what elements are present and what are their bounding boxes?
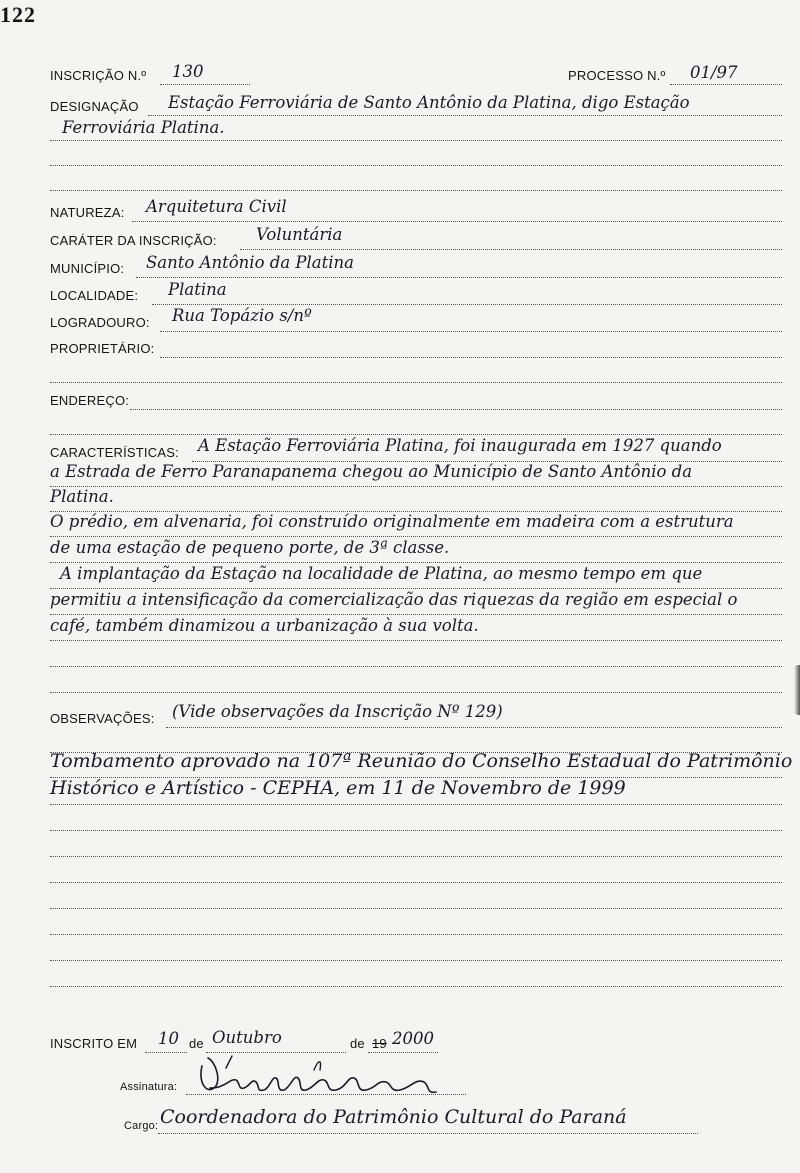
cargo-value: Coordenadora do Patrimônio Cultural do Paraná xyxy=(160,1106,627,1128)
carater-line xyxy=(240,249,782,250)
inscrito-month: Outubro xyxy=(212,1028,282,1047)
endereco-line xyxy=(130,409,782,410)
logradouro-line xyxy=(160,331,782,332)
inscrito-year: 2000 xyxy=(392,1029,434,1048)
blank-line xyxy=(50,908,782,909)
caracteristicas-text-2: a Estrada de Ferro Paranapanema chegou ao Município de Santo Antônio da xyxy=(50,462,693,481)
de-label-1: de xyxy=(189,1036,204,1051)
cargo-line xyxy=(158,1133,698,1134)
caracteristicas-text-5: de uma estação de pequeno porte, de 3ª classe. xyxy=(50,538,450,557)
caracteristicas-line-5 xyxy=(50,562,782,563)
caracteristicas-line-8 xyxy=(50,640,782,641)
blank-line xyxy=(50,856,782,857)
caracteristicas-text-4: O prédio, em alvenaria, foi construído originalmente em madeira com a estrutura xyxy=(50,512,734,531)
blank-line xyxy=(50,692,782,693)
blank-line xyxy=(50,382,782,383)
logradouro-label: LOGRADOURO: xyxy=(50,315,150,330)
designacao-text-2: Ferroviária Platina. xyxy=(62,118,225,137)
processo-value: 01/97 xyxy=(690,63,738,82)
carater-label: CARÁTER DA INSCRIÇÃO: xyxy=(50,233,217,248)
observacoes-text-2: Tombamento aprovado na 107ª Reunião do Conselho Estadual do Patrimônio xyxy=(50,750,793,772)
localidade-line xyxy=(152,304,782,305)
blank-line xyxy=(50,830,782,831)
caracteristicas-label: CARACTERÍSTICAS: xyxy=(50,445,179,460)
signature-image xyxy=(196,1048,446,1104)
observacoes-line-3 xyxy=(50,804,782,805)
inscrito-day: 10 xyxy=(158,1029,179,1048)
carater-value: Voluntária xyxy=(256,225,343,244)
inscrito-label: INSCRITO EM xyxy=(50,1036,138,1051)
caracteristicas-text-3: Platina. xyxy=(50,487,114,506)
blank-line xyxy=(50,934,782,935)
caracteristicas-line-2 xyxy=(50,486,782,487)
proprietario-label: PROPRIETÁRIO: xyxy=(50,341,155,356)
localidade-value: Platina xyxy=(168,280,227,299)
blank-line xyxy=(50,165,782,166)
inscricao-value: 130 xyxy=(172,62,204,81)
caracteristicas-text-8: café, também dinamizou a urbanização à sua volta. xyxy=(50,616,479,635)
designacao-line-1 xyxy=(148,115,782,116)
natureza-value: Arquitetura Civil xyxy=(146,197,287,216)
designacao-line-2 xyxy=(50,140,782,141)
blank-line xyxy=(50,882,782,883)
inscricao-label: INSCRIÇÃO N.º xyxy=(50,68,147,83)
inscricao-line xyxy=(160,84,250,85)
year-prefix-crossed: 19 xyxy=(372,1036,387,1051)
page-number: 122 xyxy=(0,2,36,27)
blank-line xyxy=(50,190,782,191)
assinatura-label: Assinatura: xyxy=(120,1081,178,1093)
blank-line xyxy=(50,960,782,961)
municipio-label: MUNICÍPIO: xyxy=(50,261,125,276)
natureza-label: NATUREZA: xyxy=(50,205,125,220)
caracteristicas-line-7 xyxy=(50,614,782,615)
processo-label: PROCESSO N.º xyxy=(568,68,666,83)
caracteristicas-line-4 xyxy=(50,536,782,537)
logradouro-value: Rua Topázio s/nº xyxy=(172,306,312,325)
observacoes-text-3: Histórico e Artístico - CEPHA, em 11 de Novembro de 1999 xyxy=(50,777,626,799)
designacao-label: DESIGNAÇÃO xyxy=(50,99,139,114)
municipio-value: Santo Antônio da Platina xyxy=(146,253,354,272)
proprietario-line xyxy=(160,357,782,358)
caracteristicas-text-1: A Estação Ferroviária Platina, foi inaugurada em 1927 quando xyxy=(198,436,722,455)
blank-line xyxy=(50,666,782,667)
observacoes-text-1: (Vide observações da Inscrição Nº 129) xyxy=(172,702,503,721)
de-label-2: de xyxy=(350,1036,365,1051)
municipio-line xyxy=(136,277,782,278)
endereco-label: ENDEREÇO: xyxy=(50,393,130,408)
scan-edge-mark xyxy=(794,665,800,715)
caracteristicas-text-6: A implantação da Estação na localidade de Platina, ao mesmo tempo em que xyxy=(60,564,703,583)
blank-line xyxy=(50,434,782,435)
designacao-text-1: Estação Ferroviária de Santo Antônio da Platina, digo Estação xyxy=(168,93,690,112)
cargo-label: Cargo: xyxy=(124,1120,159,1132)
natureza-line xyxy=(132,221,782,222)
caracteristicas-line-6 xyxy=(50,588,782,589)
observacoes-line-1 xyxy=(166,727,782,728)
inscrito-day-line xyxy=(145,1052,187,1053)
localidade-label: LOCALIDADE: xyxy=(50,288,139,303)
processo-line xyxy=(670,84,782,85)
observacoes-label: OBSERVAÇÕES: xyxy=(50,711,155,726)
caracteristicas-text-7: permitiu a intensificação da comercialização das riquezas da região em especial o xyxy=(50,590,738,609)
blank-line xyxy=(50,986,782,987)
